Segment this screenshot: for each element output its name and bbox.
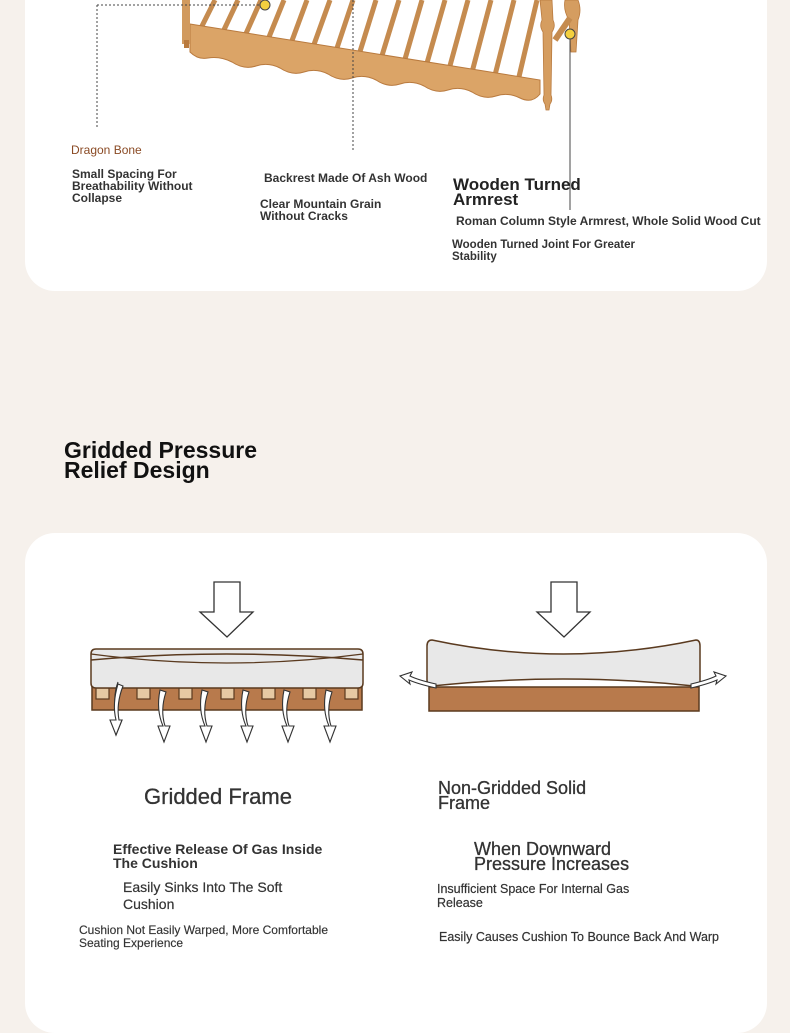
- armrest-subtitle: Roman Column Style Armrest, Whole Solid Wood Cut: [456, 214, 761, 228]
- spacing-text: Small Spacing For Breathability Without Collapse: [72, 167, 193, 205]
- grain-text: Clear Mountain Grain Without Cracks: [260, 197, 382, 223]
- armrest-title: Wooden Turned Armrest: [453, 175, 581, 209]
- solid-frame-title: Non-Gridded Solid Frame: [438, 778, 587, 813]
- gridded-line-3: Cushion Not Easily Warped, More Comfortable Seating Experience: [79, 923, 328, 950]
- dragon-bone-label: Dragon Bone: [71, 143, 142, 157]
- joint-text: Wooden Turned Joint For Greater Stability: [452, 239, 635, 263]
- gridded-frame-title: Gridded Frame: [144, 784, 292, 809]
- solid-line-1: When Downward Pressure Increases: [474, 839, 630, 874]
- section-title: Gridded Pressure Relief Design: [64, 437, 258, 483]
- gridded-line-2: Easily Sinks Into The Soft Cushion: [123, 879, 283, 912]
- solid-line-3: Easily Causes Cushion To Bounce Back And Warp: [439, 930, 720, 944]
- pressure-arrow-icon: [537, 582, 590, 637]
- gridded-line-1: Effective Release Of Gas Inside The Cushion: [113, 841, 323, 871]
- backrest-label: Backrest Made Of Ash Wood: [264, 171, 428, 185]
- solid-line-2: Insufficient Space For Internal Gas Release: [437, 882, 630, 910]
